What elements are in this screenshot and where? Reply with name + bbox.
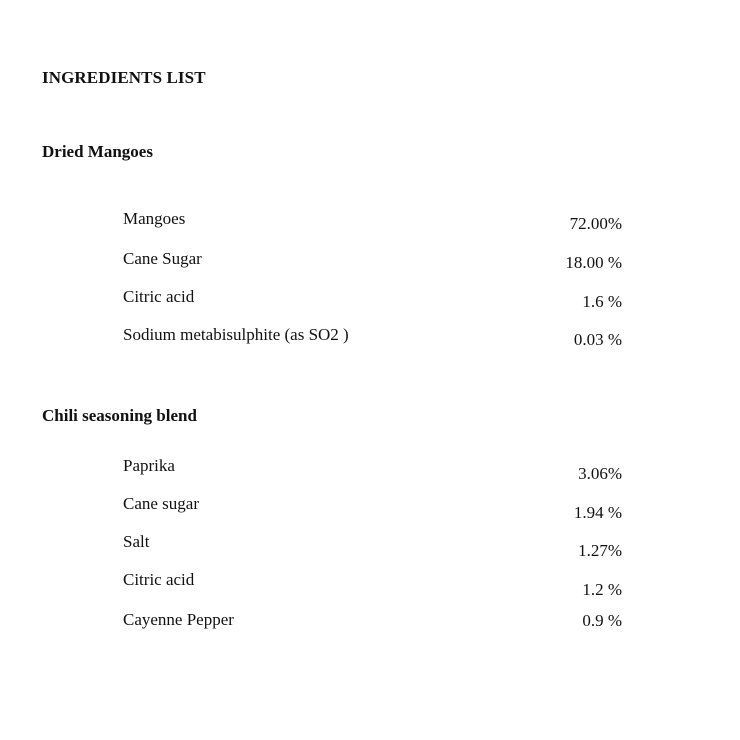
ingredient-name: Citric acid bbox=[123, 287, 195, 306]
ingredient-percentage: 1.2 % bbox=[582, 580, 622, 599]
ingredient-percentage: 1.94 % bbox=[573, 503, 622, 522]
ingredient-name: Cane sugar bbox=[123, 494, 200, 513]
ingredient-percentage: 3.06% bbox=[578, 464, 622, 483]
section-heading: Chili seasoning blend bbox=[42, 406, 197, 425]
ingredient-percentage: 18.00 % bbox=[565, 253, 622, 272]
ingredient-name: Salt bbox=[123, 532, 150, 551]
ingredient-name: Paprika bbox=[123, 456, 175, 475]
ingredient-percentage: 72.00% bbox=[569, 214, 622, 233]
ingredient-percentage: 1.6 % bbox=[582, 292, 622, 311]
ingredient-name: Citric acid bbox=[123, 570, 195, 589]
ingredient-percentage: 0.9 % bbox=[582, 611, 622, 630]
ingredient-percentage: 0.03 % bbox=[573, 330, 622, 349]
ingredient-percentage: 1.27% bbox=[578, 541, 622, 560]
document-title: INGREDIENTS LIST bbox=[42, 68, 206, 87]
ingredient-name: Cane Sugar bbox=[123, 249, 202, 268]
ingredient-name: Sodium metabisulphite (as SO2 ) bbox=[123, 325, 349, 344]
section-heading: Dried Mangoes bbox=[42, 142, 153, 161]
ingredient-name: Cayenne Pepper bbox=[123, 610, 234, 629]
ingredient-name: Mangoes bbox=[123, 209, 186, 228]
